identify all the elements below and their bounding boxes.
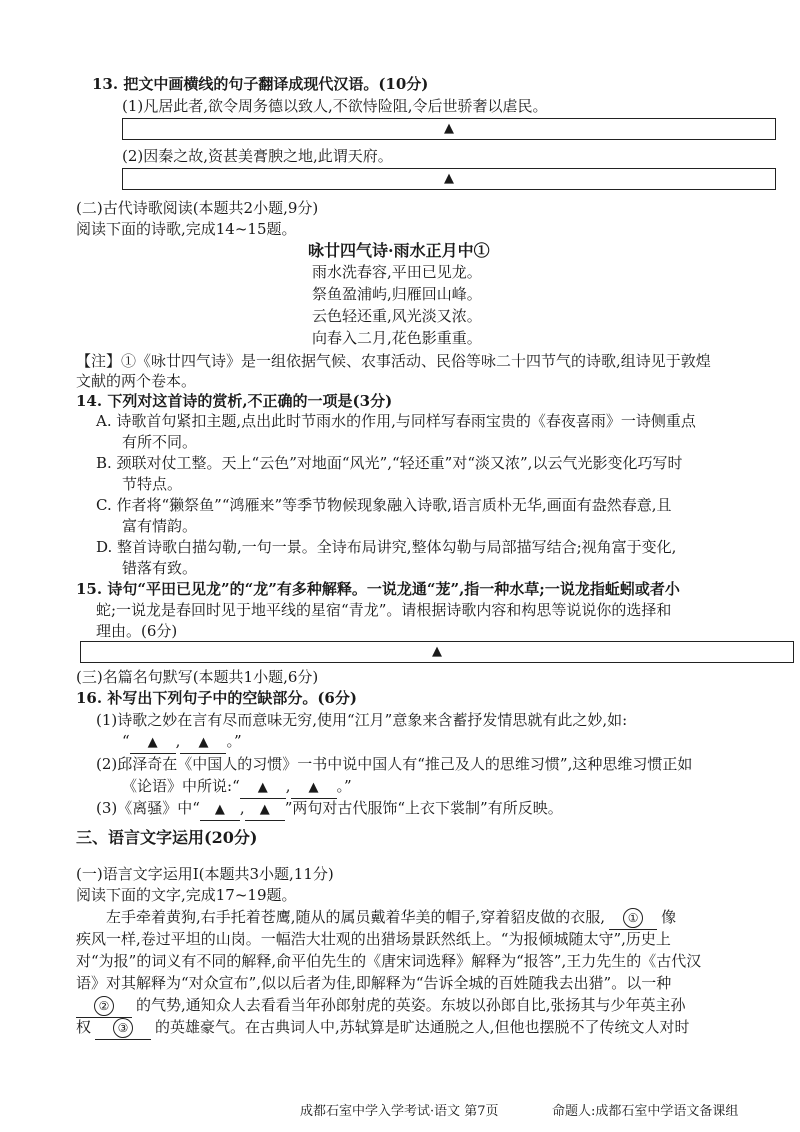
passage-line-5	[76, 995, 686, 1018]
blank[interactable]: ▲	[200, 800, 240, 821]
q14-option-c: C. 作者将“獭祭鱼”“鸿雁来”等季节物候现象融入诗歌,语言质朴无华,画面有盎然春意,且	[96, 496, 672, 514]
passage-text: 权	[76, 1018, 92, 1036]
q14-option-c-cont: 富有情韵。	[122, 517, 198, 535]
q16-item-3: (3)《离骚》中“ ▲ , ▲ ”两句对古代服饰“上衣下裳制”有所反映。	[96, 798, 563, 821]
answer-marker: ▲	[444, 171, 454, 186]
q14-option-a: A. 诗歌首句紧扣主题,点出此时节雨水的作用,与同样写春雨宝贵的《春夜喜雨》一诗侧重点	[96, 412, 696, 430]
language-subsection: (一)语言文字运用Ⅰ(本题共3小题,11分)	[76, 865, 334, 883]
poem-note-line-1: 【注】①《咏廿四气诗》是一组依据气候、农事活动、民俗等咏二十四节气的诗歌,组诗见于敦煌	[76, 352, 711, 370]
q14-stem: 14. 下列对这首诗的赏析,不正确的一项是(3分)	[76, 392, 393, 410]
answer-marker: ▲	[432, 644, 442, 659]
poem-line: 向春入二月,花色影重重。	[312, 329, 482, 347]
passage-line-1	[106, 907, 676, 930]
q14-option-d: D. 整首诗歌白描勾勒,一句一景。全诗布局讲究,整体勾勒与局部描写结合;视角富于变化,	[96, 538, 677, 556]
q16-item-1-blanks: “ ▲ , ▲ 。”	[122, 731, 242, 754]
q16-item-2-prefix: 《论语》中所说:	[122, 777, 233, 795]
page-footer-center: 成都石室中学入学考试·语文 第7页	[300, 1104, 499, 1119]
q13-answer-box-1[interactable]	[122, 118, 776, 140]
passage-text: 的英雄豪气。在古典词人中,苏轼算是旷达通脱之人,但他也摆脱不了传统文人对时	[155, 1018, 690, 1036]
q15-answer-box[interactable]	[80, 641, 794, 663]
q14-option-b-cont: 节特点。	[122, 475, 183, 493]
language-intro: 阅读下面的文字,完成17~19题。	[76, 886, 297, 904]
poem-body	[312, 261, 612, 349]
blank[interactable]: ▲	[245, 800, 285, 821]
q14-option-d-cont: 错落有致。	[122, 559, 198, 577]
poem-line: 祭鱼盈浦屿,归雁回山峰。	[312, 285, 482, 303]
passage-line-2: 疾风一样,卷过平坦的山岗。一幅浩大壮观的出猎场景跃然纸上。“为报倾城随太守”,历史上	[76, 930, 671, 948]
passage-line-4: 语》对其解释为“对众宣布”,似以后者为佳,即解释为“告诉全城的百姓随我去出猎”。以一种	[76, 974, 672, 992]
q16-item-2: (2)邱泽奇在《中国人的习惯》一书中说中国人有“推己及人的思维习惯”,这种思维习惯正如	[96, 755, 693, 773]
poem-title: 咏廿四气诗·雨水正月中①	[308, 241, 490, 260]
circled-number: ①	[623, 908, 643, 928]
section-poetry-header: (二)古代诗歌阅读(本题共2小题,9分)	[76, 199, 319, 217]
q16-item-3-suffix: 两句对古代服饰“上衣下裳制”有所反映。	[292, 799, 563, 817]
q14-option-a-cont: 有所不同。	[122, 433, 198, 451]
blank-1[interactable]	[609, 908, 657, 930]
passage-text: 像	[661, 908, 677, 926]
q13-answer-box-2[interactable]	[122, 168, 776, 190]
blank[interactable]: ▲	[130, 733, 176, 754]
q16-item-1: (1)诗歌之妙在言有尽而意味无穷,使用“江月”意象来含蓄抒发情思就有此之妙,如:	[96, 711, 628, 729]
section-recitation-header: (三)名篇名句默写(本题共1小题,6分)	[76, 668, 319, 686]
blank[interactable]: ▲	[180, 733, 226, 754]
poetry-intro: 阅读下面的诗歌,完成14~15题。	[76, 220, 297, 238]
passage-line-3: 对“为报”的词义有不同的解释,俞平伯先生的《唐宋词选释》解释为“报答”,王力先生的《古代汉	[76, 952, 702, 970]
q16-item-3-prefix: (3)《离骚》中	[96, 799, 193, 817]
q15-line-3: 理由。(6分)	[96, 622, 178, 640]
blank[interactable]: ▲	[240, 778, 286, 799]
passage-line-6	[76, 1017, 690, 1040]
page-footer-right: 命题人:成都石室中学语文备课组	[552, 1104, 739, 1119]
blank-2[interactable]	[76, 996, 132, 1018]
poem-note-line-2: 文献的两个卷本。	[76, 372, 197, 390]
blank-3[interactable]	[95, 1018, 151, 1040]
q13-sentence-1: (1)凡居此者,欲令周务德以致人,不欲恃险阻,令后世骄奢以虐民。	[122, 97, 548, 115]
q13-stem: 13. 把文中画横线的句子翻译成现代汉语。(10分)	[92, 75, 429, 93]
circled-number: ②	[94, 996, 114, 1016]
passage-text: 的气势,通知众人去看看当年孙郎射虎的英姿。东坡以孙郎自比,张扬其与少年英主孙	[136, 996, 686, 1014]
q16-item-2-blanks: 《论语》中所说:“ ▲ , ▲ 。”	[122, 776, 352, 799]
q16-stem: 16. 补写出下列句子中的空缺部分。(6分)	[76, 689, 357, 707]
blank[interactable]: ▲	[291, 778, 337, 799]
q13-sentence-2: (2)因秦之故,资甚美膏腴之地,此谓天府。	[122, 147, 393, 165]
poem-line: 雨水洗春容,平田已见龙。	[312, 263, 482, 281]
answer-marker: ▲	[444, 121, 454, 136]
q14-option-b: B. 颈联对仗工整。天上“云色”对地面“风光”,“轻还重”对“淡又浓”,以云气光影变化巧写时	[96, 454, 683, 472]
poem-line: 云色轻还重,风光淡又浓。	[312, 307, 482, 325]
section-language-header: 三、语言文字运用(20分)	[76, 828, 258, 847]
passage-text: 左手牵着黄狗,右手托着苍鹰,随从的属员戴着华美的帽子,穿着貂皮做的衣服,	[106, 908, 606, 926]
q15-line-1: 15. 诗句“平田已见龙”的“龙”有多种解释。一说龙通“茏”,指一种水草;一说龙指蚯蚓或者小	[76, 580, 680, 598]
circled-number: ③	[113, 1018, 133, 1038]
q15-line-2: 蛇;一说龙是春回时见于地平线的星宿“青龙”。请根据诗歌内容和构思等说说你的选择和	[96, 601, 672, 619]
